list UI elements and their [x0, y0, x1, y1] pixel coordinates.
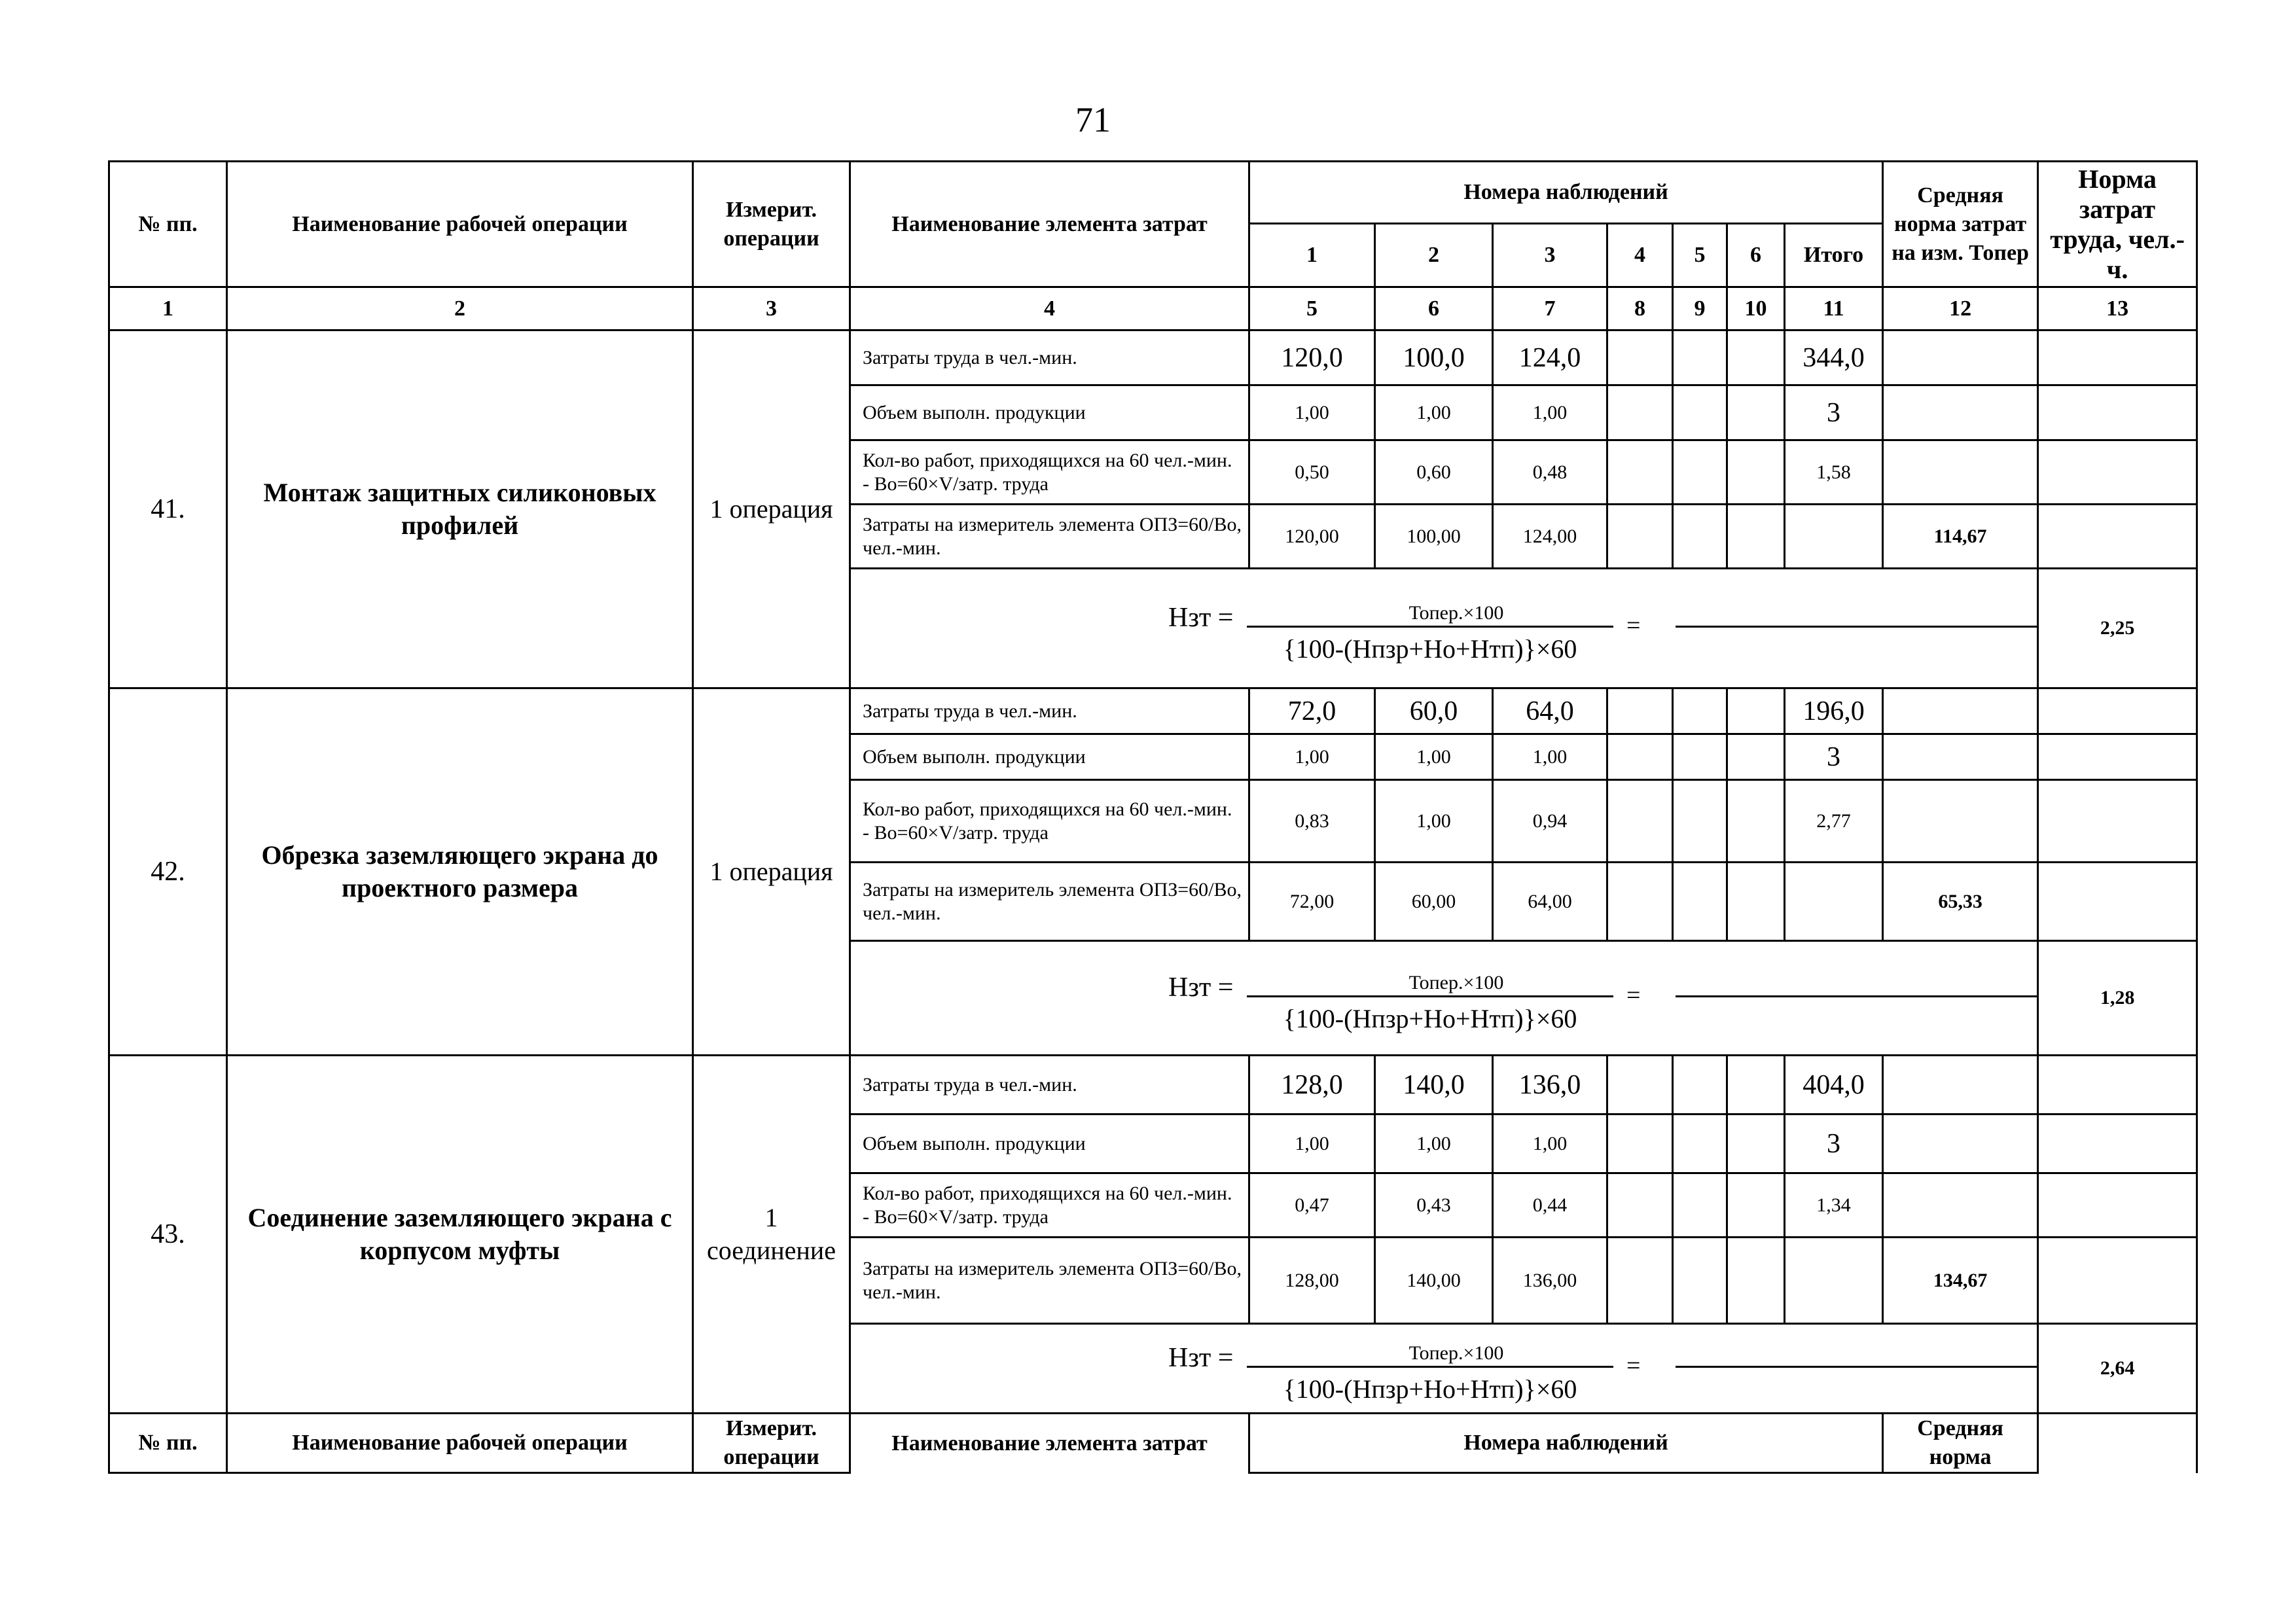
header-obs-total: Итого [1785, 224, 1883, 287]
observation-value [1607, 330, 1673, 385]
average-norm: 134,67 [1883, 1238, 2038, 1324]
observation-total: 404,0 [1785, 1056, 1883, 1115]
labor-norm-table [108, 160, 2198, 1474]
header-obs-2: 2 [1375, 224, 1493, 287]
observation-value: 100,0 [1375, 330, 1493, 385]
observation-value [1607, 440, 1673, 505]
formula-denominator: {100-(Нпзр+Но+Нтп)}×60 [1283, 1374, 1577, 1404]
col-num: 7 [1493, 287, 1607, 330]
header-avg-norm: Средняя норма затрат на изм. Топер [1883, 162, 2038, 287]
average-norm [1883, 1173, 2038, 1238]
observation-value [1727, 863, 1785, 941]
observation-value: 1,00 [1375, 1115, 1493, 1173]
observation-total: 3 [1785, 1115, 1883, 1173]
norm-cell [2038, 863, 2197, 941]
col-num: 10 [1727, 287, 1785, 330]
observation-value [1673, 734, 1727, 780]
formula-equals: = [1626, 1352, 1641, 1380]
footer-header-observations: Номера наблюдений [1249, 1414, 1883, 1473]
observation-value [1607, 863, 1673, 941]
formula-denominator: {100-(Нпзр+Но+Нтп)}×60 [1283, 1004, 1577, 1033]
footer-header-unit: Измерит. операции [693, 1414, 850, 1473]
header-obs-4: 4 [1607, 224, 1673, 287]
average-norm [1883, 780, 2038, 863]
observation-value [1607, 688, 1673, 734]
observation-value [1673, 330, 1727, 385]
observation-value [1727, 330, 1785, 385]
observation-value [1607, 1115, 1673, 1173]
observation-value: 0,83 [1249, 780, 1375, 863]
observation-value [1727, 385, 1785, 440]
labor-norm-value: 1,28 [2038, 941, 2197, 1056]
norm-cell [2038, 1173, 2197, 1238]
average-norm [1883, 385, 2038, 440]
observation-value [1673, 505, 1727, 569]
observation-value: 60,0 [1375, 688, 1493, 734]
observation-value: 60,00 [1375, 863, 1493, 941]
norm-cell [2038, 688, 2197, 734]
observation-total [1785, 863, 1883, 941]
norm-cell [2038, 1056, 2197, 1115]
observation-value [1727, 1115, 1785, 1173]
observation-value [1673, 780, 1727, 863]
footer-header-row [109, 1414, 2197, 1473]
observation-value [1673, 1115, 1727, 1173]
col-num: 12 [1883, 287, 2038, 330]
formula-equals: = [1626, 612, 1641, 639]
formula-result [1826, 1336, 2038, 1367]
norm-cell [2038, 1115, 2197, 1173]
fraction-line [1247, 1366, 1613, 1368]
observation-row [109, 688, 2197, 734]
observation-value [1607, 780, 1673, 863]
header-obs-3: 3 [1493, 224, 1607, 287]
header-obs-1: 1 [1249, 224, 1375, 287]
formula-label: Нзт = [1168, 1343, 1234, 1373]
observation-value: 0,43 [1375, 1173, 1493, 1238]
header-obs-5: 5 [1673, 224, 1727, 287]
observation-value: 1,00 [1375, 734, 1493, 780]
cost-element: Затраты труда в чел.-мин. [850, 688, 1249, 734]
observation-value: 0,94 [1493, 780, 1607, 863]
observation-value: 1,00 [1493, 734, 1607, 780]
observation-value: 1,00 [1493, 385, 1607, 440]
observation-value: 1,00 [1375, 385, 1493, 440]
formula-result [1826, 965, 2038, 997]
observation-total: 2,77 [1785, 780, 1883, 863]
observation-total: 3 [1785, 385, 1883, 440]
col-num: 4 [850, 287, 1249, 330]
observation-value [1727, 688, 1785, 734]
observation-value: 136,0 [1493, 1056, 1607, 1115]
observation-total: 1,58 [1785, 440, 1883, 505]
header-element: Наименование элемента затрат [850, 162, 1249, 287]
formula-divisor [1826, 1374, 2038, 1404]
average-norm [1883, 1115, 2038, 1173]
observation-value [1673, 385, 1727, 440]
observation-value: 136,00 [1493, 1238, 1607, 1324]
observation-total [1785, 1238, 1883, 1324]
norm-formula [850, 569, 2038, 688]
formula-numerator: Топер.×100 [1408, 602, 1504, 624]
observation-value [1727, 780, 1785, 863]
observation-value: 64,0 [1493, 688, 1607, 734]
operation-number: 43. [109, 1056, 227, 1414]
average-norm: 114,67 [1883, 505, 2038, 569]
formula-divisor [1826, 633, 2038, 664]
average-norm [1883, 688, 2038, 734]
norm-cell [2038, 734, 2197, 780]
observation-value: 140,0 [1375, 1056, 1493, 1115]
observation-row [109, 330, 2197, 385]
average-norm: 65,33 [1883, 863, 2038, 941]
observation-value [1727, 734, 1785, 780]
observation-total [1785, 505, 1883, 569]
observation-value: 124,0 [1493, 330, 1607, 385]
observation-value: 100,00 [1375, 505, 1493, 569]
observation-value [1673, 440, 1727, 505]
norm-cell [2038, 1238, 2197, 1324]
col-num: 9 [1673, 287, 1727, 330]
header-operation-name: Наименование рабочей операции [227, 162, 693, 287]
observation-value [1673, 1238, 1727, 1324]
norm-cell [2038, 505, 2197, 569]
observation-value [1673, 688, 1727, 734]
footer-header-no: № пп. [109, 1414, 227, 1473]
observation-value [1727, 1238, 1785, 1324]
observation-value: 0,60 [1375, 440, 1493, 505]
cost-element: Затраты на измеритель элемента ОПЗ=60/Во, чел.-мин. [850, 863, 1249, 941]
norm-cell [2038, 330, 2197, 385]
formula-label: Нзт = [1168, 972, 1234, 1003]
observation-value: 0,48 [1493, 440, 1607, 505]
operation-name: Монтаж защитных силиконовых профилей [227, 330, 693, 688]
footer-header-avg-norm: Средняя норма [1883, 1414, 2038, 1473]
observation-value [1727, 505, 1785, 569]
observation-value: 0,44 [1493, 1173, 1607, 1238]
norm-formula [850, 941, 2038, 1056]
cost-element: Объем выполн. продукции [850, 734, 1249, 780]
observation-value: 120,00 [1249, 505, 1375, 569]
col-num: 6 [1375, 287, 1493, 330]
average-norm [1883, 330, 2038, 385]
cost-element: Затраты труда в чел.-мин. [850, 330, 1249, 385]
observation-value [1727, 1173, 1785, 1238]
header-no: № пп. [109, 162, 227, 287]
observation-value [1727, 1056, 1785, 1115]
formula-label: Нзт = [1168, 603, 1234, 633]
col-num: 13 [2038, 287, 2197, 330]
header-observations: Номера наблюдений [1249, 162, 1883, 224]
operation-number: 42. [109, 688, 227, 1056]
observation-value [1607, 734, 1673, 780]
fraction-line [1247, 626, 1613, 628]
cost-element: Затраты труда в чел.-мин. [850, 1056, 1249, 1115]
formula-denominator: {100-(Нпзр+Но+Нтп)}×60 [1283, 634, 1577, 664]
col-num: 3 [693, 287, 850, 330]
header-obs-6: 6 [1727, 224, 1785, 287]
column-number-row [109, 287, 2197, 330]
observation-value: 0,50 [1249, 440, 1375, 505]
norm-formula [850, 1324, 2038, 1414]
cost-element: Объем выполн. продукции [850, 385, 1249, 440]
norm-cell [2038, 385, 2197, 440]
formula-equals: = [1626, 982, 1641, 1009]
observation-value: 1,00 [1375, 780, 1493, 863]
observation-value: 72,0 [1249, 688, 1375, 734]
cost-element: Кол-во работ, приходящихся на 60 чел.-мин. - Во=60×V/затр. труда [850, 1173, 1249, 1238]
labor-norm-value: 2,64 [2038, 1324, 2197, 1414]
observation-value: 128,00 [1249, 1238, 1375, 1324]
col-num: 1 [109, 287, 227, 330]
observation-total: 1,34 [1785, 1173, 1883, 1238]
header-unit: Измерит. операции [693, 162, 850, 287]
fraction-line [1247, 995, 1613, 997]
operation-name: Соединение заземляющего экрана с корпусом муфты [227, 1056, 693, 1414]
observation-value [1607, 1056, 1673, 1115]
norm-cell [2038, 440, 2197, 505]
observation-value: 1,00 [1249, 385, 1375, 440]
observation-value: 1,00 [1493, 1115, 1607, 1173]
observation-value [1607, 1238, 1673, 1324]
observation-value [1607, 505, 1673, 569]
col-num: 11 [1785, 287, 1883, 330]
cost-element: Кол-во работ, приходящихся на 60 чел.-мин. - Во=60×V/затр. труда [850, 780, 1249, 863]
observation-value [1673, 863, 1727, 941]
observation-total: 196,0 [1785, 688, 1883, 734]
operation-unit: 1 операция [693, 330, 850, 688]
formula-result [1826, 596, 2038, 627]
formula-divisor [1826, 1003, 2038, 1034]
observation-value: 140,00 [1375, 1238, 1493, 1324]
observation-value: 1,00 [1249, 734, 1375, 780]
page-number: 71 [1075, 100, 1111, 139]
operation-number: 41. [109, 330, 227, 688]
observation-value: 72,00 [1249, 863, 1375, 941]
observation-value [1727, 440, 1785, 505]
average-norm [1883, 734, 2038, 780]
norm-cell [2038, 780, 2197, 863]
cost-element: Объем выполн. продукции [850, 1115, 1249, 1173]
observation-value [1607, 1173, 1673, 1238]
formula-numerator: Топер.×100 [1408, 972, 1504, 993]
observation-value: 124,00 [1493, 505, 1607, 569]
observation-value: 1,00 [1249, 1115, 1375, 1173]
average-norm [1883, 440, 2038, 505]
observation-total: 3 [1785, 734, 1883, 780]
footer-header-operation-name: Наименование рабочей операции [227, 1414, 693, 1473]
observation-value: 0,47 [1249, 1173, 1375, 1238]
col-num: 2 [227, 287, 693, 330]
observation-row [109, 1056, 2197, 1115]
observation-value: 120,0 [1249, 330, 1375, 385]
operation-unit: 1 соединение [693, 1056, 850, 1414]
observation-value [1673, 1173, 1727, 1238]
cost-element: Кол-во работ, приходящихся на 60 чел.-мин. - Во=60×V/затр. труда [850, 440, 1249, 505]
observation-value [1673, 1056, 1727, 1115]
average-norm [1883, 1056, 2038, 1115]
observation-value: 64,00 [1493, 863, 1607, 941]
operation-name: Обрезка заземляющего экрана до проектного размера [227, 688, 693, 1056]
observation-value [1607, 385, 1673, 440]
col-num: 5 [1249, 287, 1375, 330]
observation-value: 128,0 [1249, 1056, 1375, 1115]
footer-header-empty [2038, 1414, 2197, 1473]
col-num: 8 [1607, 287, 1673, 330]
observation-total: 344,0 [1785, 330, 1883, 385]
header-labor-norm: Норма затрат труда, чел.-ч. [2038, 162, 2197, 287]
cost-element: Затраты на измеритель элемента ОПЗ=60/Во, чел.-мин. [850, 505, 1249, 569]
labor-norm-value: 2,25 [2038, 569, 2197, 688]
operation-unit: 1 операция [693, 688, 850, 1056]
formula-numerator: Топер.×100 [1408, 1342, 1504, 1364]
cost-element: Затраты на измеритель элемента ОПЗ=60/Во, чел.-мин. [850, 1238, 1249, 1324]
footer-header-element: Наименование элемента затрат [850, 1414, 1249, 1473]
